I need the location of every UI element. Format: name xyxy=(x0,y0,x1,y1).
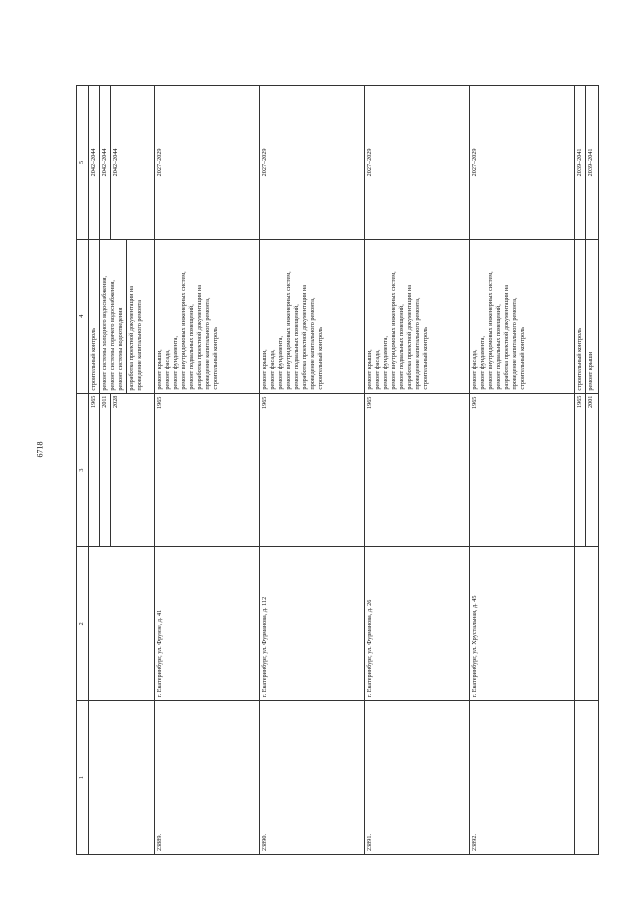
work-item: ремонт крыши, xyxy=(261,349,268,390)
row-year-entry: 2011 xyxy=(100,394,111,547)
row-works xyxy=(470,239,575,393)
work-item: ремонт фасада, xyxy=(268,349,276,390)
table-row xyxy=(575,86,599,855)
work-item: ремонт крыши, xyxy=(156,349,163,390)
row-year-entry: 1965 xyxy=(261,396,268,409)
row-period-entry: 2027–2029 xyxy=(471,148,478,177)
work-item: разработка проектной документации на xyxy=(127,285,135,391)
work-item: ремонт подвальных помещений, xyxy=(292,304,300,390)
work-item: ремонт фасада, xyxy=(163,349,171,390)
row-period-entry: 2042–2044 xyxy=(111,148,119,177)
row-works xyxy=(260,239,365,393)
work-item: ремонт крыши xyxy=(586,351,594,391)
work-item: разработка проектной документации на xyxy=(405,284,413,390)
row-year xyxy=(155,393,260,547)
repair-schedule-table xyxy=(76,85,599,855)
col-header-3: 3 xyxy=(77,393,89,547)
work-item: строительный контроль xyxy=(421,327,429,390)
row-period xyxy=(155,86,260,240)
row-period xyxy=(470,86,575,240)
work-item: ремонт внутридомовых инженерных систем, xyxy=(389,271,397,390)
table-row xyxy=(89,86,155,855)
row-period-entry: 2027–2029 xyxy=(366,148,373,177)
row-works-entry xyxy=(100,240,127,393)
row-period xyxy=(260,86,365,240)
row-period-entry: 2039–2041 xyxy=(575,86,586,239)
row-works-entry xyxy=(156,243,220,390)
row-address: г. Екатеринбург, ул. Хрустальная, д. 45 xyxy=(470,547,575,701)
row-year xyxy=(260,393,365,547)
work-item: проведение капитального ремонта, xyxy=(308,297,316,390)
work-item: разработка проектной документации на xyxy=(502,284,510,390)
row-number: 23890. xyxy=(260,701,365,855)
row-year-entry: 1965 xyxy=(366,396,373,409)
work-item: ремонт подвальных помещений, xyxy=(397,304,405,390)
row-year xyxy=(89,393,155,547)
row-works-entry xyxy=(471,243,527,390)
work-item: ремонт подвальных помещений, xyxy=(494,304,502,390)
col-header-4: 4 xyxy=(77,239,89,393)
work-item: строительный контроль xyxy=(316,327,324,390)
row-works xyxy=(575,239,599,393)
row-number xyxy=(575,701,599,855)
row-address: г. Екатеринбург, ул. Фурманова, д. 112 xyxy=(260,547,365,701)
table-header-row xyxy=(77,86,89,855)
col-header-5: 5 xyxy=(77,86,89,240)
row-period-entry: 2027–2029 xyxy=(156,148,163,177)
row-works-entry xyxy=(127,240,145,393)
row-year-entry: 1965 xyxy=(156,396,163,409)
row-year-entry: 1965 xyxy=(471,396,478,409)
row-year-entry: 2001 xyxy=(586,395,594,408)
row-year xyxy=(470,393,575,547)
row-works xyxy=(155,239,260,393)
row-period xyxy=(575,86,599,240)
row-period xyxy=(89,86,155,240)
row-works xyxy=(365,239,470,393)
table-row xyxy=(155,86,260,855)
row-address: г. Екатеринбург, ул. Фрунзе, д. 41 xyxy=(155,547,260,701)
row-works-entry xyxy=(575,240,586,393)
row-period-entry: 2039–2041 xyxy=(586,148,594,177)
row-works-entry xyxy=(366,243,430,390)
work-item: ремонт внутридомовых инженерных систем, xyxy=(179,271,187,390)
col-header-1: 1 xyxy=(77,701,89,855)
work-item: строительный контроль xyxy=(576,328,583,391)
row-number: 23891. xyxy=(365,701,470,855)
work-item: ремонт фасада, xyxy=(471,349,478,390)
row-year-entry: 1965 xyxy=(575,394,586,547)
table-rotated-wrapper xyxy=(76,85,594,855)
work-item: строительный контроль xyxy=(518,327,526,390)
work-item: ремонт фундамента, xyxy=(171,335,179,390)
work-item: ремонт системы горячего водоснабжения, xyxy=(108,280,116,391)
work-item: ремонт внутридомовых инженерных систем, xyxy=(284,271,292,390)
work-item: разработка проектной документации на xyxy=(300,284,308,390)
row-works xyxy=(89,239,155,393)
row-period-entry: 2042–2044 xyxy=(100,86,111,239)
row-address xyxy=(89,547,155,701)
work-item: строительный контроль xyxy=(211,327,219,390)
row-works-entry xyxy=(261,243,325,390)
row-works-entry xyxy=(89,240,100,393)
work-item: строительный контроль xyxy=(90,328,97,391)
table-row xyxy=(365,86,470,855)
work-item: ремонт фасада, xyxy=(373,349,381,390)
table-row xyxy=(470,86,575,855)
table-body xyxy=(89,86,599,855)
work-item: проведение капитального ремонта, xyxy=(203,297,211,390)
row-works-entry xyxy=(586,240,596,393)
row-period-entry: 2042–2044 xyxy=(89,86,100,239)
work-item: ремонт фундамента, xyxy=(478,335,486,390)
row-year xyxy=(575,393,599,547)
row-address xyxy=(575,547,599,701)
row-year-entry: 1965 xyxy=(89,394,100,547)
work-item: ремонт фундамента, xyxy=(276,335,284,390)
row-year xyxy=(365,393,470,547)
work-item: ремонт внутридомовых инженерных систем, xyxy=(486,271,494,390)
row-period xyxy=(365,86,470,240)
work-item: ремонт системы водоотведения xyxy=(116,307,124,391)
work-item: ремонт подвальных помещений, xyxy=(187,304,195,390)
work-item: ремонт системы холодного водоснабжения, xyxy=(100,275,108,391)
work-item: ремонт крыши, xyxy=(366,349,373,390)
row-number xyxy=(89,701,155,855)
row-number: 23892. xyxy=(470,701,575,855)
table-row xyxy=(260,86,365,855)
row-number: 23889. xyxy=(155,701,260,855)
work-item: проведение капитального ремонта xyxy=(135,299,143,391)
col-header-2: 2 xyxy=(77,547,89,701)
row-period-entry: 2027–2029 xyxy=(261,148,268,177)
work-item: разработка проектной документации на xyxy=(195,284,203,390)
row-address: г. Екатеринбург, ул. Фурманова, д. 26 xyxy=(365,547,470,701)
page-number: 6718 xyxy=(35,441,45,458)
work-item: ремонт фундамента, xyxy=(381,335,389,390)
work-item: проведение капитального ремонта, xyxy=(413,297,421,390)
work-item: проведение капитального ремонта, xyxy=(510,297,518,390)
row-year-entry: 2028 xyxy=(111,395,119,408)
